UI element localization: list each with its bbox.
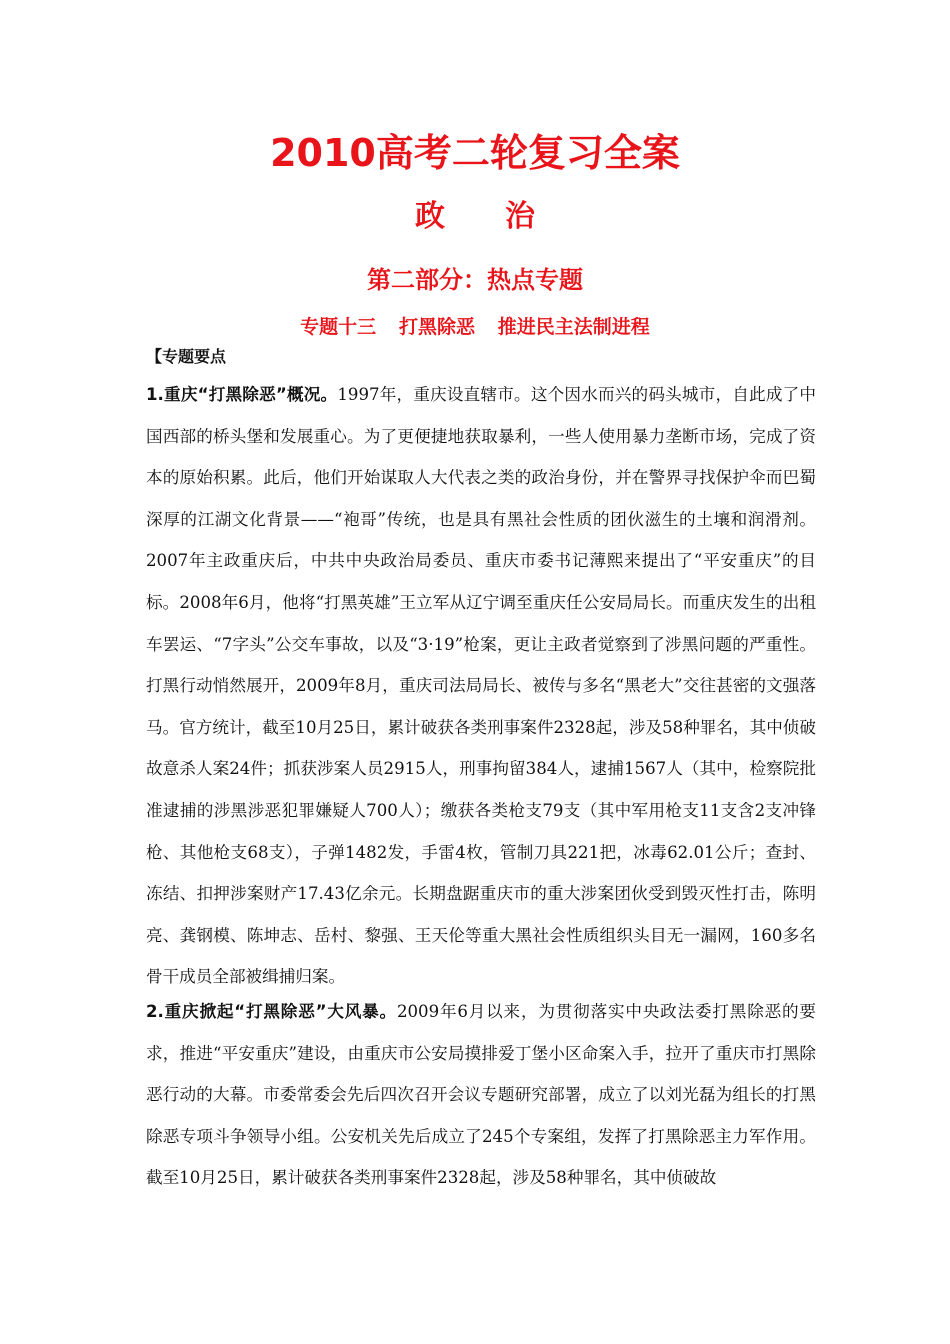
subject-title (0, 196, 950, 238)
topic-name-2: 推进民主法制进程 (497, 316, 650, 338)
topic-title (0, 312, 950, 342)
paragraph-1-lead: 1.重庆“打黑除恶”概况。 (146, 385, 338, 404)
paragraph-2 (146, 991, 816, 1199)
topic-number: 专题十三 (300, 316, 377, 338)
topic-name-1: 打黑除恶 (398, 316, 475, 338)
paragraph-2-lead: 2.重庆掀起“打黑除恶”大风暴。 (146, 1002, 397, 1021)
part-title: 第二部分：热点专题 (367, 266, 583, 294)
section-heading: 【专题要点 (146, 347, 227, 366)
paragraph-2-text: 2009年6月以来，为贯彻落实中央政法委打黑除恶的要求，推进“平安重庆”建设，由重庆市公安局摸排爱丁堡小区命案入手，拉开了重庆市打黑除恶行动的大幕。市委常委会先后四次召开会议专题研究部署，成立了以刘光磊为组长的打黑除恶专项斗争领导小组。公安机关先后成立了245个专案组，发挥了打黑除恶主力军作用。截至10月25日，累计破获各类刑事案件2328起，涉及58种罪名，其中侦破故 (146, 1002, 816, 1188)
document-title: 2010高考二轮复习全案 (270, 131, 680, 175)
paragraph-1-text: 1997年，重庆设直辖市。这个因水而兴的码头城市，自此成了中国西部的桥头堡和发展重心。为了更便捷地获取暴利，一些人使用暴力垄断市场，完成了资本的原始积累。此后，他们开始谋取人大代表之类的政治身份，并在警界寻找保护伞而巴蜀深厚的江湖文化背景——“袍哥”传统，也是具有黑社会性质的团伙滋生的土壤和润滑剂。2007年主政重庆后，中共中央政治局委员、重庆市委书记薄熙来提出了“平安重庆”的目标。2008年6月，他将“打黑英雄”王立军从辽宁调至重庆任公安局局长。而重庆发生的出租车罢运、“7字头”公交车事故，以及“3·19”枪案，更让主政者觉察到了涉黑问题的严重性。打黑行动悄然展开，2009年8月，重庆司法局局长、被传与多名“黑老大”交往甚密的文强落马。官方统计，截至10月25日，累计破获各类刑事案件2328起，涉及58种罪名，其中侦破故意杀人案24件；抓获涉案人员2915人，刑事拘留384人，逮捕1567人（其中，检察院批准逮捕的涉黑涉恶犯罪嫌疑人700人）；缴获各类枪支79支（其中军用枪支11支含2支冲锋枪、其他枪支68支），子弹1482发，手雷4枚，管制刀具221把，冰毒62.01公斤；查封、冻结、扣押涉案财产17.43亿余元。长期盘踞重庆市的重大涉案团伙受到毁灭性打击，陈明亮、龚钢模、陈坤志、岳村、黎强、王天伦等重大黑社会性质组织头目无一漏网，160多名骨干成员全部被缉捕归案。 (146, 385, 816, 987)
subject-char-1: 政 (415, 199, 445, 234)
paragraph-1 (146, 374, 816, 998)
subject-char-2: 治 (505, 199, 535, 234)
